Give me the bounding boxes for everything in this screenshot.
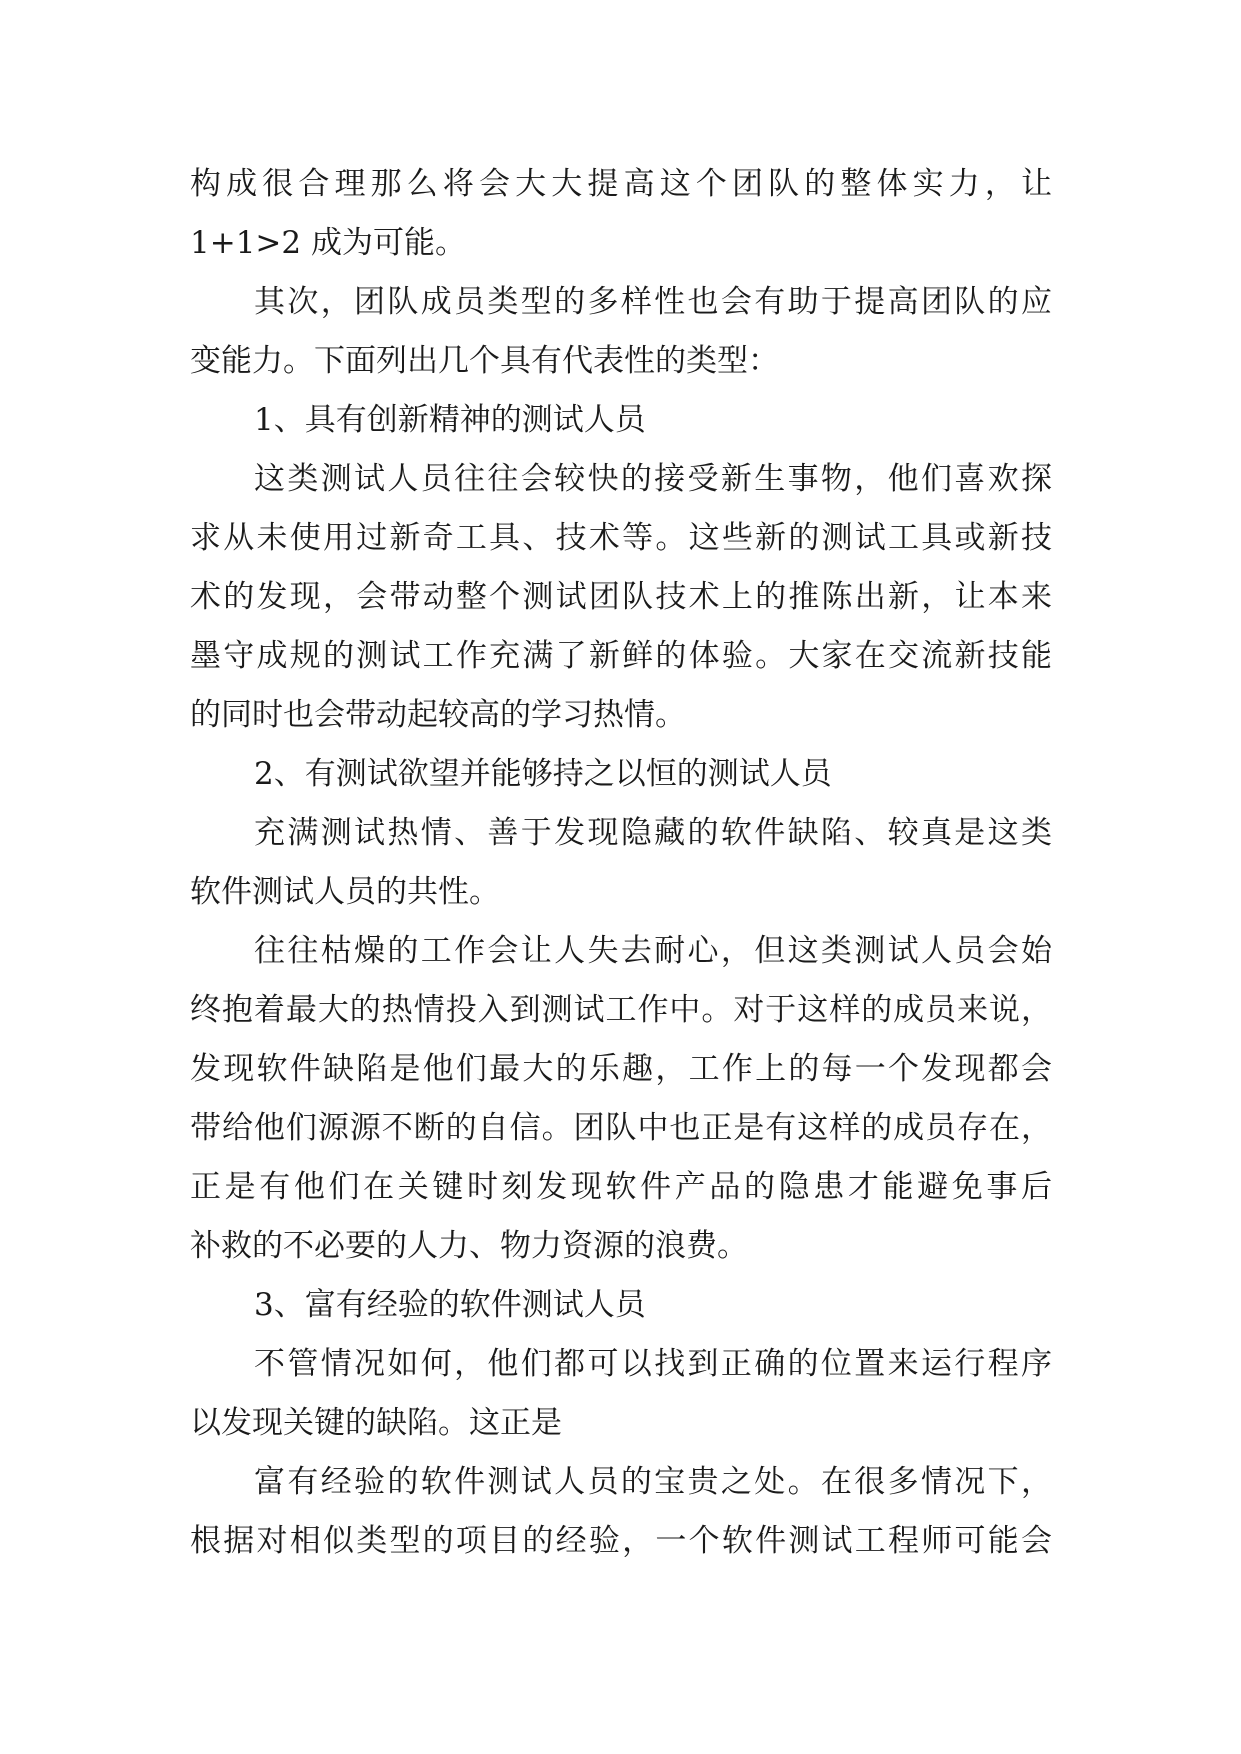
text-line: 的同时也会带动起较高的学习热情。 [190,697,686,733]
text-line: 充满测试热情、善于发现隐藏的软件缺陷、较真是这类 [254,815,1052,851]
text-line: 带给他们源源不断的自信。团队中也正是有这样的成员存在， [190,1110,1052,1146]
text-line: 终抱着最大的热情投入到测试工作中。对于这样的成员来说， [190,992,1052,1028]
document-body [190,155,1052,1571]
text-line: 根据对相似类型的项目的经验，一个软件测试工程师可能会 [190,1523,1052,1559]
text-line: 1+1>2 成为可能。 [190,225,466,261]
text-line: 不管情况如何，他们都可以找到正确的位置来运行程序 [254,1346,1052,1382]
text-line: 补救的不必要的人力、物力资源的浪费。 [190,1228,748,1264]
text-line: 构成很合理那么将会大大提高这个团队的整体实力，让 [190,166,1052,202]
text-line: 往往枯燥的工作会让人失去耐心，但这类测试人员会始 [254,933,1052,969]
text-line: 发现软件缺陷是他们最大的乐趣，工作上的每一个发现都会 [190,1051,1052,1087]
text-line: 变能力。下面列出几个具有代表性的类型： [190,343,779,379]
text-line: 以发现关键的缺陷。这正是 [190,1405,562,1441]
list-heading: 1、具有创新精神的测试人员 [254,402,646,438]
list-heading: 2、有测试欲望并能够持之以恒的测试人员 [254,756,832,792]
text-line: 富有经验的软件测试人员的宝贵之处。在很多情况下， [254,1464,1052,1500]
text-line: 求从未使用过新奇工具、技术等。这些新的测试工具或新技 [190,520,1052,556]
text-line: 正是有他们在关键时刻发现软件产品的隐患才能避免事后 [190,1169,1052,1205]
text-line: 墨守成规的测试工作充满了新鲜的体验。大家在交流新技能 [190,638,1052,674]
text-line: 这类测试人员往往会较快的接受新生事物，他们喜欢探 [254,461,1052,497]
text-line: 其次，团队成员类型的多样性也会有助于提高团队的应 [254,284,1052,320]
text-line: 术的发现，会带动整个测试团队技术上的推陈出新，让本来 [190,579,1052,615]
text-line: 软件测试人员的共性。 [190,874,500,910]
list-heading: 3、富有经验的软件测试人员 [254,1287,646,1323]
